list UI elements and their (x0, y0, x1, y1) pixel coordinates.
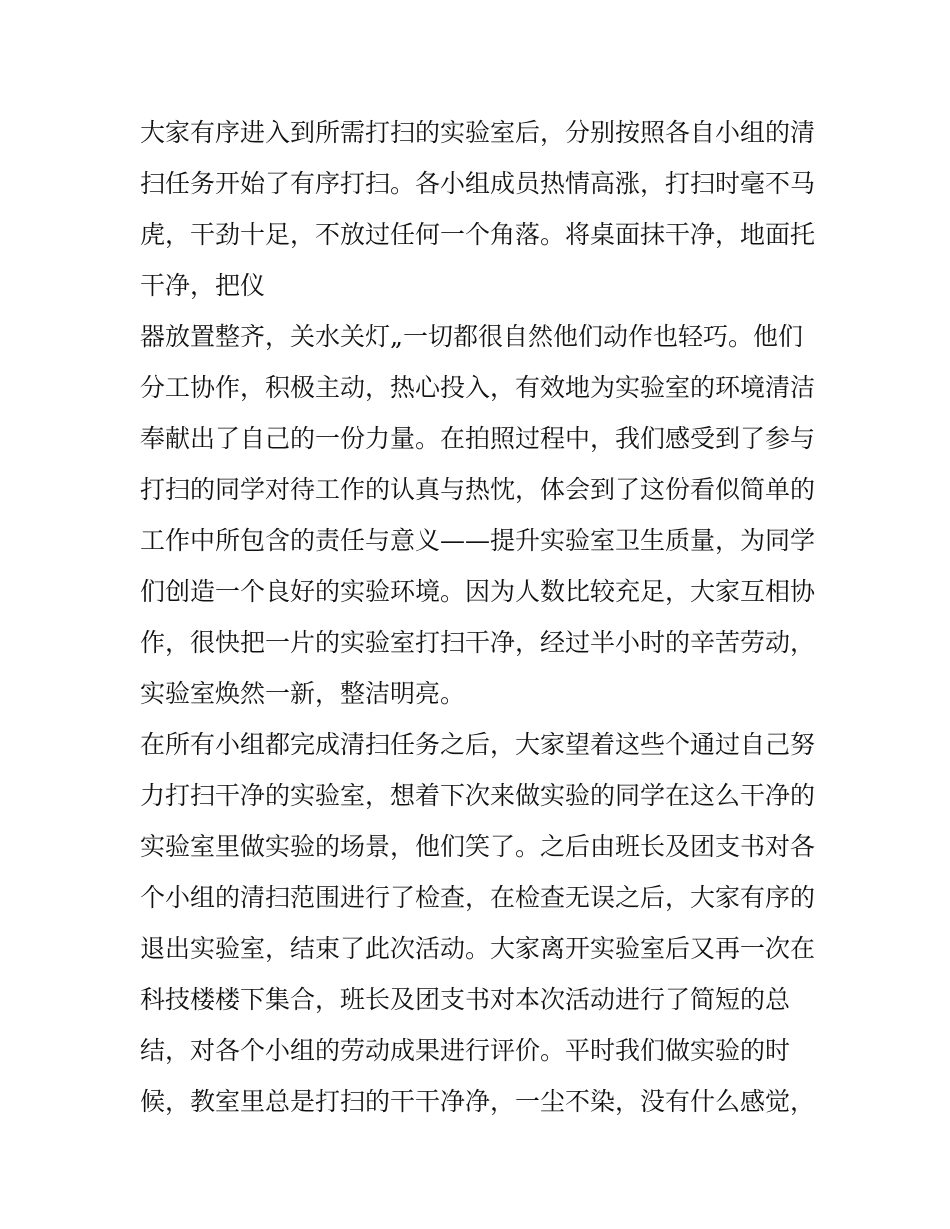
text-line: 退出实验室，结束了此次活动。大家离开实验室后又再一次在 (140, 934, 816, 963)
text-line: 实验室里做实验的场景，他们笑了。之后由班长及团支书对各 (140, 832, 816, 861)
text-line: 干净，把仪 (140, 271, 266, 300)
text-line: 分工协作，积极主动，热心投入，有效地为实验室的环境清洁 (140, 373, 816, 402)
text-line: 实验室焕然一新，整洁明亮。 (140, 679, 466, 708)
text-line: 工作中所包含的责任与意义——提升实验室卫生质量，为同学 (140, 526, 816, 555)
text-line: 在所有小组都完成清扫任务之后，大家望着这些个通过自己努 (140, 730, 816, 759)
text-line: 扫任务开始了有序打扫。各小组成员热情高涨，打扫时毫不马 (140, 169, 816, 198)
text-line: 大家有序进入到所需打扫的实验室后，分别按照各自小组的清 (140, 118, 816, 147)
document-body (140, 107, 820, 1127)
text-line: 虎，干劲十足，不放过任何一个角落。将桌面抹干净，地面托 (140, 220, 816, 249)
text-line: 结，对各个小组的劳动成果进行评价。平时我们做实验的时 (140, 1036, 791, 1065)
text-line: 作，很快把一片的实验室打扫干净，经过半小时的辛苦劳动， (140, 628, 816, 657)
text-line: 器放置整齐，关水关灯„一切都很自然他们动作也轻巧。他们 (140, 322, 803, 351)
text-line: 科技楼楼下集合，班长及团支书对本次活动进行了简短的总 (140, 985, 791, 1014)
text-line: 力打扫干净的实验室，想着下次来做实验的同学在这么干净的 (140, 781, 816, 810)
text-line: 们创造一个良好的实验环境。因为人数比较充足，大家互相协 (140, 577, 816, 606)
text-line: 打扫的同学对待工作的认真与热忱，体会到了这份看似简单的 (140, 475, 816, 504)
text-line: 奉献出了自己的一份力量。在拍照过程中，我们感受到了参与 (140, 424, 816, 453)
text-line: 候，教室里总是打扫的干干净净，一尘不染，没有什么感觉， (140, 1087, 816, 1116)
text-line: 个小组的清扫范围进行了检查，在检查无误之后，大家有序的 (140, 883, 816, 912)
